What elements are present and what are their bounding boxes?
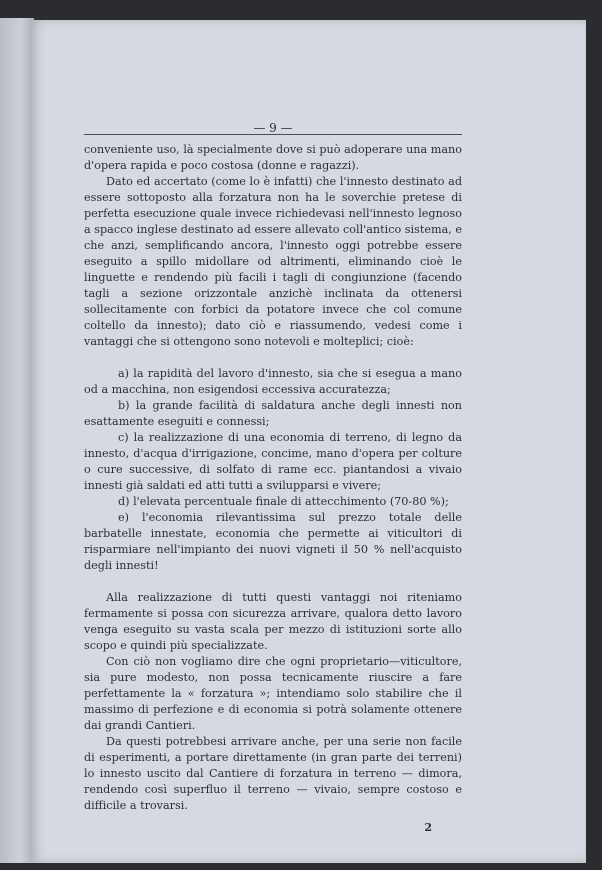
signature-mark: 2 (424, 821, 432, 834)
spacer (84, 574, 462, 590)
list-item-c: c) la realizzazione di una economia di terreno, di legno da innesto, d'acqua d'irrigazione, concime, mano d'opera per colture o cure successive, di solfato di rame ecc. piantandosi a vivaio innesti già saldati ed atti tutti a svilupparsi e vivere; (84, 431, 462, 492)
paragraph-grafting: Dato ed accertato (come lo è infatti) che l'innesto destinato ad essere sottoposto alla forzatura non ha le soverchie pretese di perfetta esecuzione quale invece richiedevasi nell'innesto legnoso a spacco inglese destinato ad essere allevato coll'antico sistema, e che anzi, semplificando ancora, l'innesto oggi potrebbe essere eseguito a spillo midollare od altrimenti, eliminando cioè le linguette e rendendo più facili i tagli di congiunzione (facendo tagli a sezione orizzontale anzichè inclinata da ottenersi sollecitamente con forbici da potatore invece che col comune coltello da innesto); dato ciò e riassumendo, vedesi come i vantaggi che si ottengono sono notevoli e molteplici; cioè: (84, 175, 462, 348)
list-item-a: a) la rapidità del lavoro d'innesto, sia che si esegua a mano od a macchina, non esigendosi eccessiva accuratezza; (84, 367, 462, 396)
paragraph-proprietor: Con ciò non vogliamo dire che ogni proprietario—viticultore, sia pure modesto, non possa tecnicamente riuscire a fare perfettamente la « forzatura »; intendiamo solo stabilire che il massimo di perfezione e di economia si potrà solamente ottenere dai grandi Cantieri. (84, 655, 462, 732)
paragraph-cantieri: Da questi potrebbesi arrivare anche, per una serie non facile di esperimenti, a portare direttamente (in gran parte dei terreni) lo innesto uscito dal Cantiere di forzatura in terreno — dimora, rendendo così superfluo il terreno — vivaio, sempre costoso e difficile a trovarsi. (84, 735, 462, 812)
previous-page-edge (0, 18, 34, 863)
spacer (84, 350, 462, 366)
paragraph-realization: Alla realizzazione di tutti questi vantaggi noi riteniamo fermamente si possa con sicurezza arrivare, qualora detto lavoro venga eseguito su vasta scala per mezzo di istituzioni sorte allo scopo e quindi più specializzate. (84, 591, 462, 652)
page-content (84, 112, 462, 836)
page-number: — 9 — (253, 121, 293, 135)
list-item-d: d) l'elevata percentuale finale di attecchimento (70-80 %); (118, 495, 449, 508)
running-header (84, 112, 462, 142)
paragraph-continuation: conveniente uso, là specialmente dove si può adoperare una mano d'opera rapida e poco costosa (donne e ragazzi). (84, 143, 462, 172)
list-item-b: b) la grande facilità di saldatura anche degli innesti non esattamente eseguiti e connessi; (84, 399, 462, 428)
list-item-e: e) l'economia rilevantissima sul prezzo totale delle barbatelle innestate, economia che permette ai viticultori di risparmiare nell'impianto dei nuovi vigneti il 50 % nell'acquisto degli innesti! (84, 511, 462, 572)
advantages-list (84, 366, 462, 574)
